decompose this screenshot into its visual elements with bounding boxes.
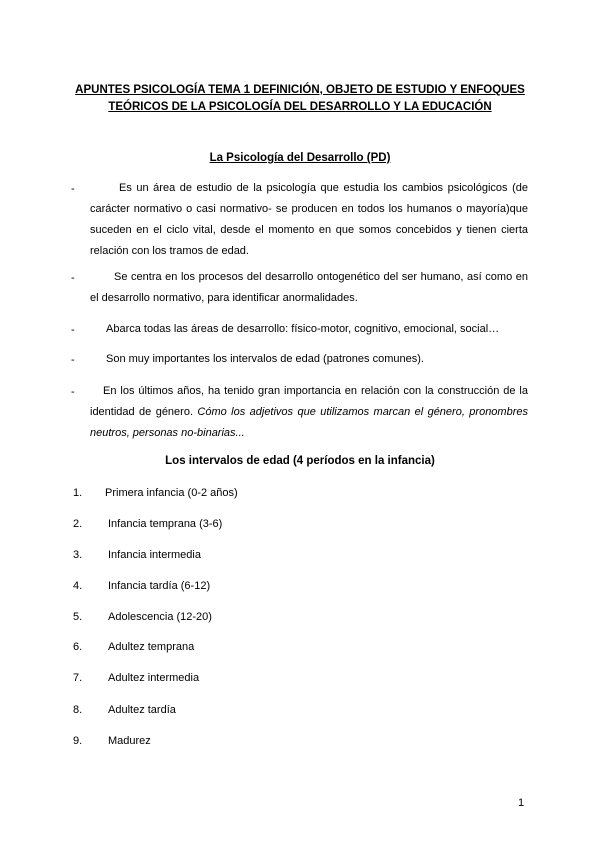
bullet-marker: - bbox=[71, 354, 75, 366]
section-heading-pd: La Psicología del Desarrollo (PD) bbox=[209, 152, 391, 164]
bullet-marker: - bbox=[71, 183, 75, 195]
list-number: 7. bbox=[73, 672, 83, 684]
bullet-text-5 bbox=[90, 381, 528, 444]
list-number: 3. bbox=[73, 549, 83, 561]
list-item: Primera infancia (0-2 años) bbox=[105, 487, 238, 499]
bullet-marker: - bbox=[71, 272, 75, 284]
bullet-text-1: Es un área de estudio de la psicología que estudia los cambios psicológicos (de carácter normativo o casi normativo- se producen en todos los humanos o mayoría)que suceden en el ciclo vital, desde el momento en que somos concebidos y tienen cierta relación con los tramos de edad. bbox=[90, 182, 528, 257]
list-item: Adultez temprana bbox=[108, 641, 195, 653]
bullet-text-4: Son muy importantes los intervalos de edad (patrones comunes). bbox=[106, 353, 424, 365]
bullet-text-5-italic: Cómo los adjetivos que utilizamos marcan el género, pronombres neutros, personas no-binarias... bbox=[90, 406, 528, 439]
list-item: Infancia intermedia bbox=[108, 549, 201, 561]
title-line-1: APUNTES PSICOLOGÍA TEMA 1 DEFINICIÓN, OBJETO DE ESTUDIO Y ENFOQUES bbox=[75, 84, 525, 96]
list-number: 5. bbox=[73, 611, 83, 623]
list-item: Infancia temprana (3-6) bbox=[108, 518, 223, 530]
bullet-marker: - bbox=[71, 324, 75, 336]
document-title bbox=[70, 82, 530, 116]
list-item: Adultez tardía bbox=[108, 704, 176, 716]
list-item: Infancia tardía (6-12) bbox=[108, 580, 211, 592]
bullet-marker: - bbox=[71, 386, 75, 398]
list-item: Madurez bbox=[108, 735, 151, 747]
title-line-2: TEÓRICOS DE LA PSICOLOGÍA DEL DESARROLLO Y LA EDUCACIÓN bbox=[108, 101, 492, 113]
list-number: 2. bbox=[73, 518, 83, 530]
list-item: Adultez intermedia bbox=[108, 672, 200, 684]
bullet-text-5-main: En los últimos años, ha tenido gran importancia en relación con la construcción de la identidad de género. bbox=[90, 385, 528, 418]
list-number: 8. bbox=[73, 704, 83, 716]
bullet-text-2: Se centra en los procesos del desarrollo ontogenético del ser humano, así como en el desarrollo normativo, para identificar anormalidades. bbox=[90, 271, 528, 304]
list-number: 1. bbox=[73, 487, 83, 499]
list-number: 9. bbox=[73, 735, 83, 747]
list-number: 4. bbox=[73, 580, 83, 592]
list-number: 6. bbox=[73, 641, 83, 653]
bullet-text-3: Abarca todas las áreas de desarrollo: físico-motor, cognitivo, emocional, social… bbox=[106, 323, 500, 335]
page-number: 1 bbox=[518, 797, 525, 809]
section-heading-intervals: Los intervalos de edad (4 períodos en la infancia) bbox=[165, 455, 435, 467]
list-item: Adolescencia (12-20) bbox=[108, 611, 212, 623]
